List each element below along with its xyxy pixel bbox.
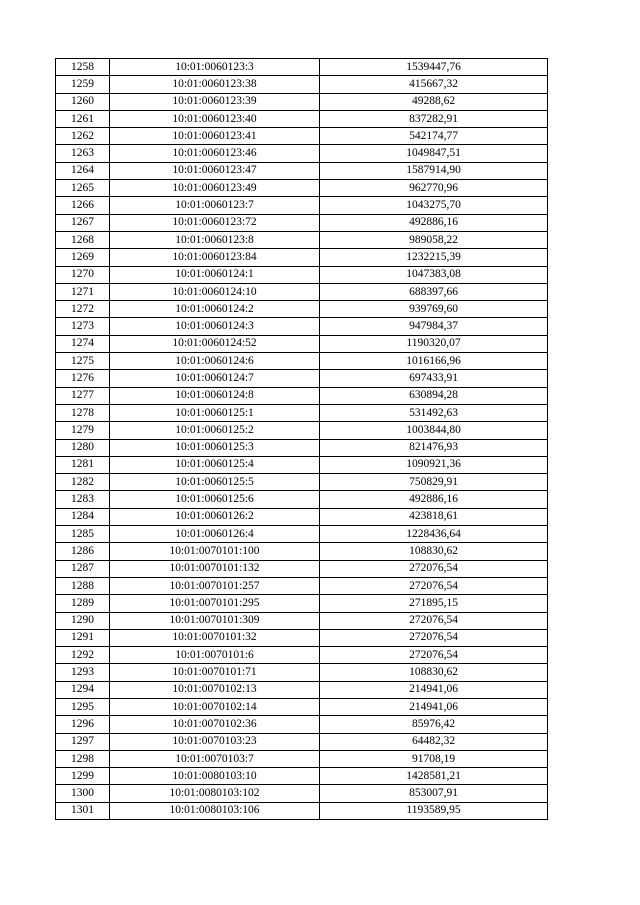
cadastral-number-cell: 10:01:0070101:257 [110, 577, 320, 594]
row-number-cell: 1296 [56, 716, 110, 733]
row-number-cell: 1273 [56, 318, 110, 335]
table-row [56, 266, 548, 283]
cadastral-value-cell: 688397,66 [320, 283, 548, 300]
row-number-cell: 1300 [56, 785, 110, 802]
table-row [56, 128, 548, 145]
row-number-cell: 1277 [56, 387, 110, 404]
cadastral-value-cell: 1090921,36 [320, 456, 548, 473]
row-number-cell: 1268 [56, 231, 110, 248]
row-number-cell: 1288 [56, 577, 110, 594]
table-row [56, 231, 548, 248]
cadastral-value-cell: 1539447,76 [320, 59, 548, 76]
cadastral-value-cell: 272076,54 [320, 629, 548, 646]
row-number-cell: 1297 [56, 733, 110, 750]
cadastral-value-cell: 1043275,70 [320, 197, 548, 214]
cadastral-value-cell: 49288,62 [320, 93, 548, 110]
cadastral-number-cell: 10:01:0070101:6 [110, 647, 320, 664]
row-number-cell: 1301 [56, 802, 110, 819]
table-row [56, 404, 548, 421]
table-row [56, 612, 548, 629]
row-number-cell: 1289 [56, 595, 110, 612]
cadastral-value-cell: 108830,62 [320, 543, 548, 560]
cadastral-number-cell: 10:01:0060125:4 [110, 456, 320, 473]
cadastral-value-cell: 947984,37 [320, 318, 548, 335]
cadastral-value-cell: 423818,61 [320, 508, 548, 525]
table-row [56, 301, 548, 318]
row-number-cell: 1281 [56, 456, 110, 473]
cadastral-number-cell: 10:01:0060124:3 [110, 318, 320, 335]
row-number-cell: 1258 [56, 59, 110, 76]
table-row [56, 387, 548, 404]
row-number-cell: 1280 [56, 439, 110, 456]
cadastral-value-cell: 853007,91 [320, 785, 548, 802]
cadastral-number-cell: 10:01:0060126:4 [110, 526, 320, 543]
row-number-cell: 1293 [56, 664, 110, 681]
cadastral-number-cell: 10:01:0070101:295 [110, 595, 320, 612]
table-row [56, 439, 548, 456]
cadastral-number-cell: 10:01:0060124:10 [110, 283, 320, 300]
cadastral-value-cell: 1193589,95 [320, 802, 548, 819]
cadastral-number-cell: 10:01:0060123:39 [110, 93, 320, 110]
cadastral-number-cell: 10:01:0070102:36 [110, 716, 320, 733]
table-row [56, 93, 548, 110]
cadastral-value-cell: 272076,54 [320, 612, 548, 629]
cadastral-number-cell: 10:01:0060123:41 [110, 128, 320, 145]
cadastral-value-cell: 542174,77 [320, 128, 548, 145]
row-number-cell: 1266 [56, 197, 110, 214]
table-row [56, 733, 548, 750]
table-row [56, 647, 548, 664]
cadastral-number-cell: 10:01:0060123:7 [110, 197, 320, 214]
cadastral-number-cell: 10:01:0060123:47 [110, 162, 320, 179]
cadastral-value-cell: 271895,15 [320, 595, 548, 612]
cadastral-value-cell: 531492,63 [320, 404, 548, 421]
row-number-cell: 1299 [56, 768, 110, 785]
cadastral-number-cell: 10:01:0060123:3 [110, 59, 320, 76]
cadastral-number-cell: 10:01:0060125:5 [110, 474, 320, 491]
table-row [56, 543, 548, 560]
cadastral-value-cell: 697433,91 [320, 370, 548, 387]
cadastral-value-cell: 64482,32 [320, 733, 548, 750]
cadastral-number-cell: 10:01:0060123:38 [110, 76, 320, 93]
table-row [56, 716, 548, 733]
cadastral-value-table [55, 58, 548, 820]
cadastral-number-cell: 10:01:0060125:6 [110, 491, 320, 508]
table-row [56, 59, 548, 76]
table-row [56, 629, 548, 646]
cadastral-number-cell: 10:01:0060124:6 [110, 353, 320, 370]
row-number-cell: 1287 [56, 560, 110, 577]
cadastral-number-cell: 10:01:0060124:8 [110, 387, 320, 404]
cadastral-number-cell: 10:01:0060124:1 [110, 266, 320, 283]
cadastral-number-cell: 10:01:0070101:71 [110, 664, 320, 681]
cadastral-number-cell: 10:01:0070102:14 [110, 698, 320, 715]
row-number-cell: 1267 [56, 214, 110, 231]
cadastral-number-cell: 10:01:0070103:23 [110, 733, 320, 750]
row-number-cell: 1270 [56, 266, 110, 283]
cadastral-value-cell: 939769,60 [320, 301, 548, 318]
table-row [56, 802, 548, 819]
row-number-cell: 1290 [56, 612, 110, 629]
cadastral-number-cell: 10:01:0060123:72 [110, 214, 320, 231]
table-row [56, 249, 548, 266]
row-number-cell: 1261 [56, 110, 110, 127]
cadastral-value-cell: 821476,93 [320, 439, 548, 456]
table-row [56, 422, 548, 439]
cadastral-value-cell: 1049847,51 [320, 145, 548, 162]
row-number-cell: 1275 [56, 353, 110, 370]
cadastral-number-cell: 10:01:0060124:2 [110, 301, 320, 318]
row-number-cell: 1283 [56, 491, 110, 508]
row-number-cell: 1262 [56, 128, 110, 145]
cadastral-value-cell: 962770,96 [320, 180, 548, 197]
cadastral-number-cell: 10:01:0080103:102 [110, 785, 320, 802]
table-row [56, 768, 548, 785]
cadastral-value-cell: 492886,16 [320, 214, 548, 231]
table-body [56, 59, 548, 820]
cadastral-number-cell: 10:01:0080103:10 [110, 768, 320, 785]
table-row [56, 110, 548, 127]
row-number-cell: 1272 [56, 301, 110, 318]
cadastral-number-cell: 10:01:0070101:100 [110, 543, 320, 560]
cadastral-value-cell: 1016166,96 [320, 353, 548, 370]
cadastral-number-cell: 10:01:0060123:40 [110, 110, 320, 127]
cadastral-number-cell: 10:01:0070101:32 [110, 629, 320, 646]
cadastral-number-cell: 10:01:0070102:13 [110, 681, 320, 698]
cadastral-value-cell: 1587914,90 [320, 162, 548, 179]
row-number-cell: 1292 [56, 647, 110, 664]
table-row [56, 750, 548, 767]
cadastral-value-cell: 214941,06 [320, 698, 548, 715]
row-number-cell: 1291 [56, 629, 110, 646]
cadastral-number-cell: 10:01:0060123:46 [110, 145, 320, 162]
cadastral-number-cell: 10:01:0080103:106 [110, 802, 320, 819]
cadastral-value-cell: 1047383,08 [320, 266, 548, 283]
row-number-cell: 1265 [56, 180, 110, 197]
row-number-cell: 1295 [56, 698, 110, 715]
table-row [56, 318, 548, 335]
cadastral-number-cell: 10:01:0060124:52 [110, 335, 320, 352]
cadastral-value-cell: 837282,91 [320, 110, 548, 127]
cadastral-value-cell: 415667,32 [320, 76, 548, 93]
cadastral-value-cell: 1003844,80 [320, 422, 548, 439]
table-row [56, 162, 548, 179]
table-row [56, 214, 548, 231]
cadastral-number-cell: 10:01:0060123:84 [110, 249, 320, 266]
cadastral-number-cell: 10:01:0060124:7 [110, 370, 320, 387]
row-number-cell: 1294 [56, 681, 110, 698]
row-number-cell: 1271 [56, 283, 110, 300]
table-row [56, 508, 548, 525]
table-row [56, 197, 548, 214]
table-row [56, 145, 548, 162]
cadastral-number-cell: 10:01:0060123:49 [110, 180, 320, 197]
cadastral-number-cell: 10:01:0060125:2 [110, 422, 320, 439]
row-number-cell: 1282 [56, 474, 110, 491]
cadastral-value-cell: 108830,62 [320, 664, 548, 681]
row-number-cell: 1260 [56, 93, 110, 110]
table-row [56, 76, 548, 93]
row-number-cell: 1269 [56, 249, 110, 266]
table-row [56, 474, 548, 491]
cadastral-value-cell: 1190320,07 [320, 335, 548, 352]
cadastral-number-cell: 10:01:0070101:309 [110, 612, 320, 629]
row-number-cell: 1284 [56, 508, 110, 525]
table-row [56, 785, 548, 802]
row-number-cell: 1278 [56, 404, 110, 421]
row-number-cell: 1285 [56, 526, 110, 543]
row-number-cell: 1263 [56, 145, 110, 162]
cadastral-value-cell: 1428581,21 [320, 768, 548, 785]
row-number-cell: 1276 [56, 370, 110, 387]
cadastral-value-cell: 630894,28 [320, 387, 548, 404]
table-row [56, 681, 548, 698]
table-row [56, 664, 548, 681]
cadastral-number-cell: 10:01:0060126:2 [110, 508, 320, 525]
table-row [56, 456, 548, 473]
cadastral-number-cell: 10:01:0060125:1 [110, 404, 320, 421]
table-row [56, 283, 548, 300]
cadastral-number-cell: 10:01:0060123:8 [110, 231, 320, 248]
table-row [56, 577, 548, 594]
cadastral-value-cell: 272076,54 [320, 577, 548, 594]
cadastral-value-cell: 1232215,39 [320, 249, 548, 266]
cadastral-number-cell: 10:01:0070101:132 [110, 560, 320, 577]
table-row [56, 370, 548, 387]
cadastral-value-cell: 989058,22 [320, 231, 548, 248]
row-number-cell: 1286 [56, 543, 110, 560]
cadastral-value-cell: 272076,54 [320, 560, 548, 577]
table-row [56, 491, 548, 508]
cadastral-number-cell: 10:01:0070103:7 [110, 750, 320, 767]
row-number-cell: 1274 [56, 335, 110, 352]
row-number-cell: 1298 [56, 750, 110, 767]
cadastral-value-cell: 214941,06 [320, 681, 548, 698]
cadastral-value-cell: 91708,19 [320, 750, 548, 767]
row-number-cell: 1264 [56, 162, 110, 179]
cadastral-value-cell: 750829,91 [320, 474, 548, 491]
table-row [56, 526, 548, 543]
cadastral-value-cell: 492886,16 [320, 491, 548, 508]
table-row [56, 698, 548, 715]
cadastral-number-cell: 10:01:0060125:3 [110, 439, 320, 456]
table-row [56, 335, 548, 352]
table-row [56, 353, 548, 370]
table-row [56, 560, 548, 577]
cadastral-value-cell: 85976,42 [320, 716, 548, 733]
row-number-cell: 1259 [56, 76, 110, 93]
table-row [56, 180, 548, 197]
row-number-cell: 1279 [56, 422, 110, 439]
table-row [56, 595, 548, 612]
cadastral-value-cell: 272076,54 [320, 647, 548, 664]
cadastral-value-cell: 1228436,64 [320, 526, 548, 543]
